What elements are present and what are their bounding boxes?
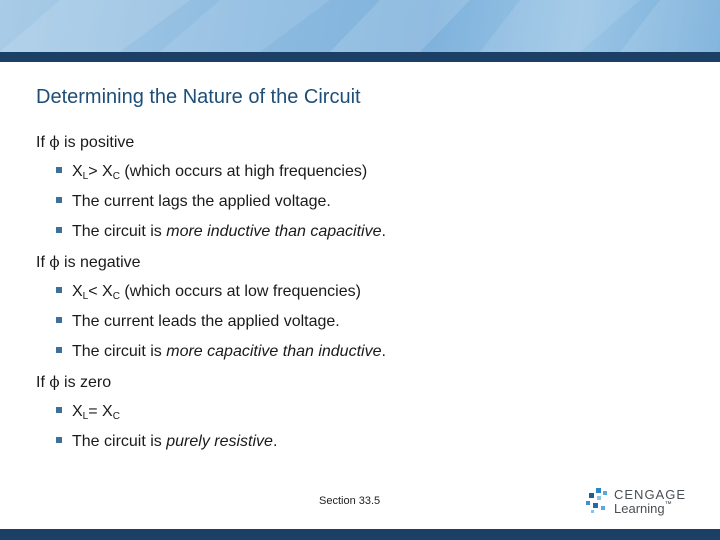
trademark-mark: ™ [664, 501, 672, 508]
bullet-text: The current leads the applied voltage. [72, 313, 340, 330]
cengage-learning-logo [584, 486, 694, 518]
heading-condition: is negative [64, 254, 141, 271]
top-banner [0, 0, 720, 52]
square-bullet-icon [56, 407, 62, 413]
subscript: C [112, 291, 120, 302]
square-bullet-icon [56, 437, 62, 443]
top-rule [0, 52, 720, 62]
list-item [36, 310, 676, 340]
square-bullet-icon [56, 167, 62, 173]
square-bullet-icon [56, 197, 62, 203]
list-item [36, 430, 676, 460]
logo-learning: Learning [614, 501, 665, 516]
list-item [36, 340, 676, 370]
bottom-rule [0, 529, 720, 540]
reactance-symbol: X [72, 163, 83, 180]
emphasis-text: more inductive than capacitive [166, 223, 382, 240]
bullet-text-end: . [272, 433, 278, 450]
bullet-text: The circuit is [72, 343, 167, 360]
subscript: L [82, 411, 89, 422]
emphasis-text: more capacitive than inductive [166, 343, 382, 360]
square-bullet-icon [56, 317, 62, 323]
list-item [36, 190, 676, 220]
condition-heading-zero [36, 370, 676, 400]
heading-if: If [36, 374, 45, 391]
bullet-text: (which occurs at low frequencies) [119, 283, 361, 300]
slide-content [36, 130, 676, 460]
reactance-symbol: X [72, 283, 83, 300]
list-item [36, 400, 676, 430]
heading-if: If [36, 134, 45, 151]
heading-condition: is positive [64, 134, 135, 151]
reactance-symbol: X [72, 403, 83, 420]
banner-pattern [0, 0, 720, 52]
bullet-text: (which occurs at high frequencies) [119, 163, 368, 180]
bullet-text: The circuit is [72, 223, 167, 240]
condition-heading-negative [36, 250, 676, 280]
cengage-mark-icon [584, 486, 612, 516]
phi-symbol: ϕ [49, 253, 60, 271]
list-item [36, 220, 676, 250]
section-number: Section 33.5 [319, 495, 381, 507]
square-bullet-icon [56, 347, 62, 353]
square-bullet-icon [56, 287, 62, 293]
condition-heading-positive [36, 130, 676, 160]
comparison: = X [88, 403, 113, 420]
list-item [36, 160, 676, 190]
slide-title: Determining the Nature of the Circuit [36, 86, 361, 108]
subscript: L [82, 171, 89, 182]
subscript: C [112, 171, 120, 182]
phi-symbol: ϕ [49, 133, 60, 151]
subscript: C [112, 411, 120, 422]
phi-symbol: ϕ [49, 373, 60, 391]
subscript: L [82, 291, 89, 302]
logo-subtext [614, 501, 672, 516]
bullet-text-end: . [381, 223, 386, 240]
heading-condition: is zero [64, 374, 112, 391]
bullet-text: The current lags the applied voltage. [72, 193, 331, 210]
comparison: > X [88, 163, 113, 180]
list-item [36, 280, 676, 310]
comparison: < X [88, 283, 113, 300]
logo-wordmark: CENGAGE [614, 487, 687, 502]
bullet-text-end: . [381, 343, 386, 360]
bullet-text: The circuit is [72, 433, 167, 450]
square-bullet-icon [56, 227, 62, 233]
heading-if: If [36, 254, 45, 271]
emphasis-text: purely resistive [166, 433, 273, 450]
